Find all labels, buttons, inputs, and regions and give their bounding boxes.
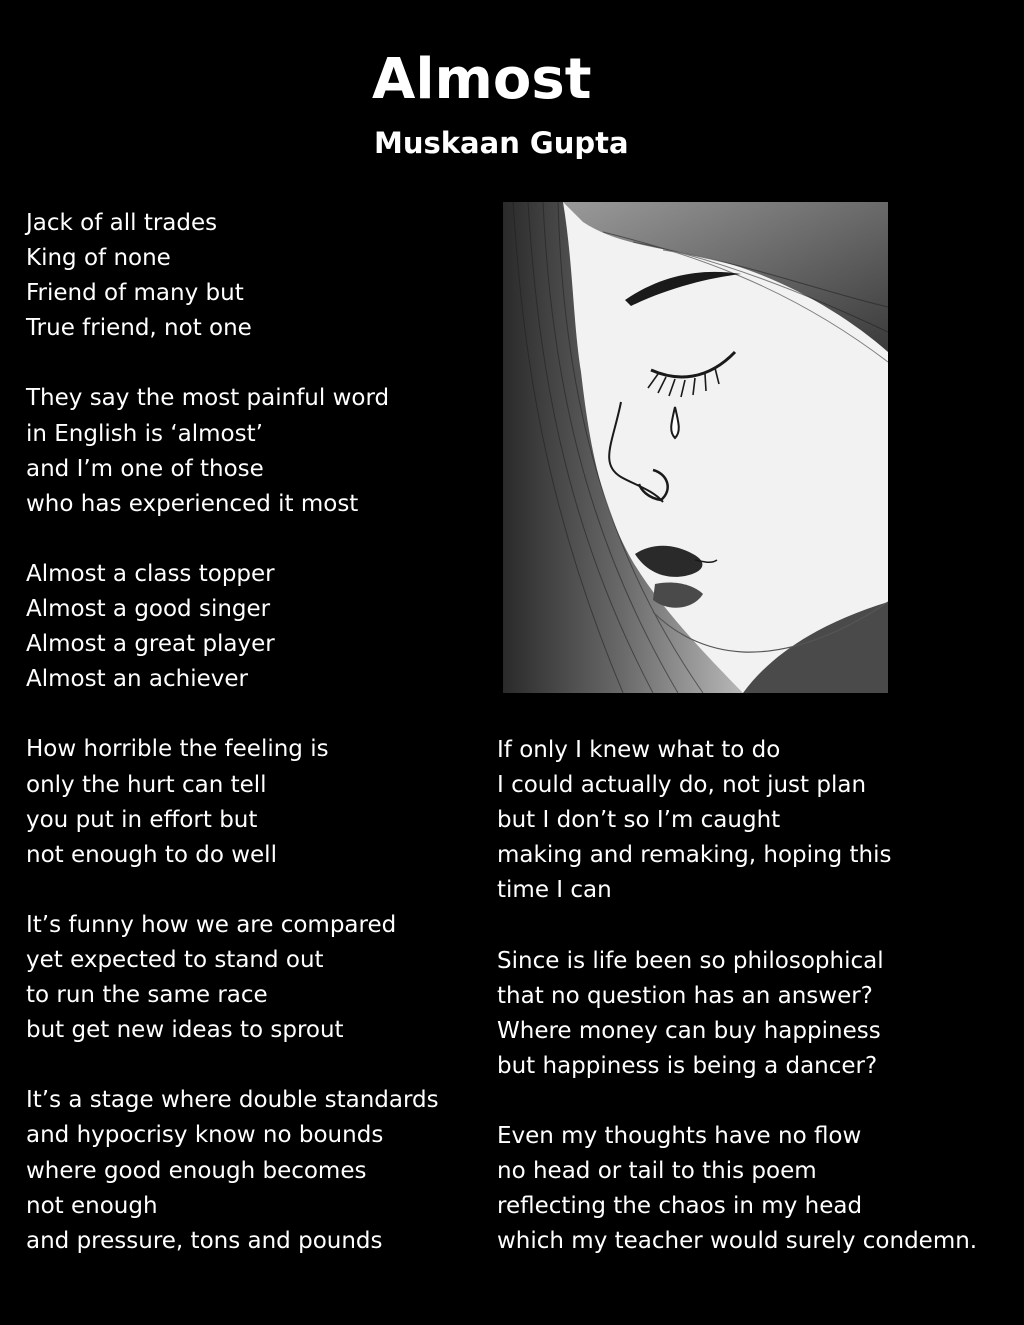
poem-line: that no question has an answer? xyxy=(497,982,873,1009)
poem-line: I could actually do, not just plan xyxy=(497,772,867,799)
poem-line: Jack of all trades xyxy=(26,210,218,236)
poem-line: you put in effort but xyxy=(26,806,258,833)
poem-line: but get new ideas to sprout xyxy=(26,1017,344,1044)
poem-line: only the hurt can tell xyxy=(26,771,267,798)
poem-line: It’s a stage where double standards xyxy=(26,1087,439,1114)
stanza xyxy=(497,944,1017,1084)
poem-line: Even my thoughts have no flow xyxy=(497,1123,862,1150)
poem-line: King of none xyxy=(26,245,171,272)
poem-line: reflecting the chaos in my head xyxy=(497,1193,863,1220)
poem-line: Friend of many but xyxy=(26,280,244,307)
poem-left-column xyxy=(26,206,476,1294)
stanza xyxy=(26,1083,476,1258)
poem-line: Since is life been so philosophical xyxy=(497,947,884,974)
stanza xyxy=(26,908,476,1048)
poem-line: If only I knew what to do xyxy=(497,737,781,763)
poem-line: and hypocrisy know no bounds xyxy=(26,1122,384,1149)
poem-line: They say the most painful word xyxy=(26,385,390,412)
poem-line: Almost a great player xyxy=(26,631,275,658)
stanza xyxy=(26,557,476,697)
poem-right-column xyxy=(497,733,1017,1295)
poem-line: who has experienced it most xyxy=(26,490,359,517)
poem-line: How horrible the feeling is xyxy=(26,736,329,763)
poem-line: but happiness is being a dancer? xyxy=(497,1052,878,1079)
poem-line: to run the same race xyxy=(26,982,268,1009)
poem-line: Almost an achiever xyxy=(26,666,248,693)
poem-line: and pressure, tons and pounds xyxy=(26,1227,383,1254)
poem-line: time I can xyxy=(497,877,612,904)
poem-line: and I’m one of those xyxy=(26,455,264,482)
poem-line: yet expected to stand out xyxy=(26,946,324,973)
poem-line: in English is ‘almost’ xyxy=(26,420,263,447)
poem-line: where good enough becomes xyxy=(26,1157,367,1184)
stanza xyxy=(26,381,476,521)
poem-line: making and remaking, hoping this xyxy=(497,842,892,869)
stanza xyxy=(497,1119,1017,1259)
poem-line: not enough xyxy=(26,1192,158,1219)
poem-title: Almost xyxy=(372,47,592,112)
stanza xyxy=(497,733,1017,908)
stanza xyxy=(26,732,476,872)
poem-line: Almost a good singer xyxy=(26,596,271,623)
stanza xyxy=(26,206,476,346)
poem-line: Almost a class topper xyxy=(26,560,275,587)
poem-line: It’s funny how we are compared xyxy=(26,911,397,938)
poem-line: not enough to do well xyxy=(26,841,277,868)
poem-line: which my teacher would surely condemn. xyxy=(497,1228,978,1255)
poem-line: no head or tail to this poem xyxy=(497,1158,817,1185)
poem-line: but I don’t so I’m caught xyxy=(497,807,781,834)
poem-line: Where money can buy happiness xyxy=(497,1017,881,1044)
crying-girl-sketch-icon xyxy=(503,202,888,693)
poem-line: True friend, not one xyxy=(26,315,252,342)
poem-author: Muskaan Gupta xyxy=(374,126,629,160)
